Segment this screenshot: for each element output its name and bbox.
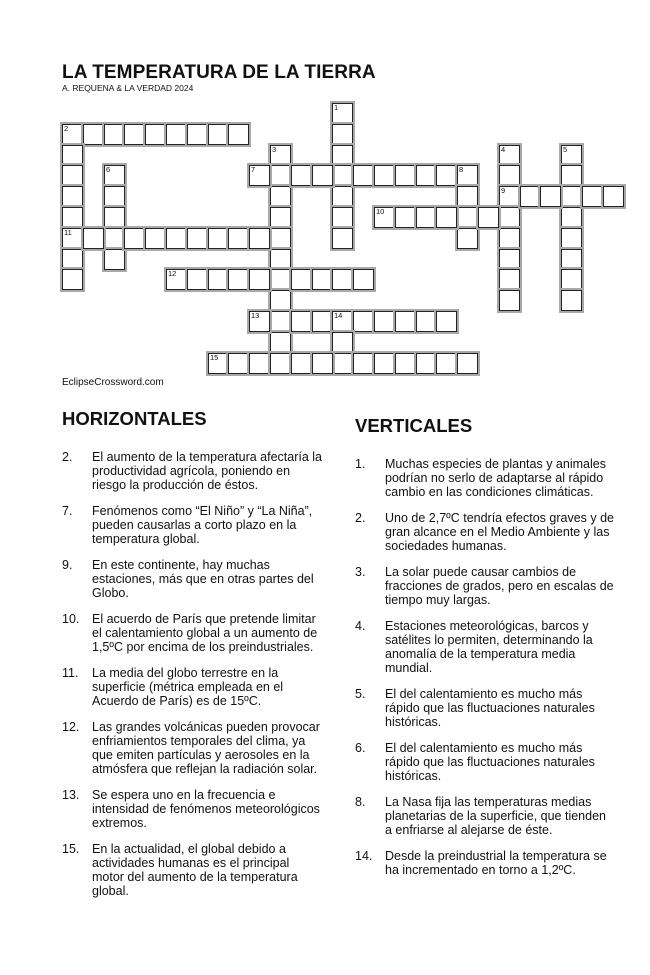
grid-cell[interactable] — [228, 124, 249, 145]
grid-cell[interactable] — [561, 186, 582, 207]
grid-cell[interactable] — [270, 228, 291, 249]
grid-cell[interactable] — [353, 269, 374, 290]
grid-cell[interactable] — [395, 311, 416, 332]
grid-cell[interactable] — [249, 311, 270, 332]
grid-cell[interactable] — [332, 124, 353, 145]
grid-cell[interactable] — [332, 145, 353, 166]
grid-cell[interactable] — [561, 228, 582, 249]
clue-across — [62, 450, 322, 492]
grid-cell[interactable] — [332, 103, 353, 124]
grid-cell[interactable] — [145, 228, 166, 249]
clue-across — [62, 842, 322, 898]
grid-cell[interactable] — [332, 353, 353, 374]
cell-number: 14 — [334, 311, 343, 320]
grid-cell[interactable] — [457, 186, 478, 207]
grid-cell[interactable] — [62, 186, 83, 207]
grid-cell[interactable] — [332, 207, 353, 228]
grid-cell[interactable] — [416, 353, 437, 374]
grid-cell[interactable] — [499, 207, 520, 228]
grid-cell[interactable] — [395, 207, 416, 228]
grid-cell[interactable] — [416, 311, 437, 332]
grid-cell[interactable] — [499, 165, 520, 186]
grid-cell[interactable] — [332, 165, 353, 186]
grid-cell[interactable] — [312, 353, 333, 374]
grid-cell[interactable] — [104, 124, 125, 145]
grid-cell[interactable] — [457, 228, 478, 249]
grid-cell[interactable] — [62, 145, 83, 166]
clue-text: El del calentamiento es mucho más rápido que las fluctuaciones naturales históricas. — [385, 687, 595, 729]
grid-cell[interactable] — [62, 269, 83, 290]
grid-cell[interactable] — [561, 290, 582, 311]
grid-cell[interactable] — [561, 269, 582, 290]
clue-across — [62, 666, 322, 708]
clue-text: Estaciones meteorológicas, barcos y satélites lo permiten, determinando la anomalía de la temperatura media mundial. — [385, 619, 593, 675]
grid-cell[interactable] — [187, 228, 208, 249]
cell-number: 3 — [272, 145, 277, 154]
cell-number: 4 — [501, 145, 506, 154]
cell-number: 11 — [64, 228, 72, 237]
grid-cell[interactable] — [62, 249, 83, 270]
grid-cell[interactable] — [270, 165, 291, 186]
grid-cell[interactable] — [374, 165, 395, 186]
grid-cell[interactable] — [270, 207, 291, 228]
grid-cell[interactable] — [166, 228, 187, 249]
grid-cell[interactable] — [291, 353, 312, 374]
clue-down — [355, 741, 615, 783]
grid-cell[interactable] — [582, 186, 603, 207]
grid-cell[interactable] — [561, 249, 582, 270]
grid-cell[interactable] — [499, 269, 520, 290]
grid-cell[interactable] — [353, 165, 374, 186]
grid-cell[interactable] — [416, 207, 437, 228]
grid-cell[interactable] — [561, 165, 582, 186]
clue-number: 7. — [62, 504, 73, 518]
clue-across — [62, 612, 322, 654]
clue-number: 8. — [355, 795, 366, 809]
cell-number: 5 — [563, 145, 568, 154]
clue-number: 9. — [62, 558, 73, 572]
grid-cell[interactable] — [312, 165, 333, 186]
clue-text: En este continente, hay muchas estaciones, más que en otras partes del Globo. — [92, 558, 314, 600]
grid-cell[interactable] — [83, 124, 104, 145]
grid-cell[interactable] — [457, 207, 478, 228]
grid-cell[interactable] — [270, 249, 291, 270]
across-heading: HORIZONTALES — [62, 408, 207, 429]
clue-number: 15. — [62, 842, 80, 856]
grid-cell[interactable] — [374, 207, 395, 228]
grid-cell[interactable] — [124, 228, 145, 249]
clue-number: 11. — [62, 666, 79, 680]
grid-cell[interactable] — [457, 353, 478, 374]
across-clues — [62, 408, 322, 910]
grid-cell[interactable] — [270, 269, 291, 290]
grid-cell[interactable] — [353, 353, 374, 374]
credit-text: EclipseCrossword.com — [62, 377, 164, 388]
grid-cell[interactable] — [499, 228, 520, 249]
clue-down — [355, 457, 615, 499]
grid-cell[interactable] — [353, 311, 374, 332]
clue-text: Muchas especies de plantas y animales podrían no serlo de adaptarse al rápido cambio en las condiciones climáticas. — [385, 457, 606, 499]
clue-across — [62, 504, 322, 546]
clue-text: La solar puede causar cambios de fracciones de grados, pero en escalas de tiempo muy largas. — [385, 565, 614, 607]
grid-cell[interactable] — [270, 186, 291, 207]
grid-cell[interactable] — [270, 145, 291, 166]
cell-number: 12 — [168, 269, 177, 278]
grid-cell[interactable] — [499, 186, 520, 207]
clue-text: En la actualidad, el global debido a actividades humanas es el principal motor del aumento de la temperatura global. — [92, 842, 298, 898]
cell-number: 6 — [106, 165, 111, 174]
grid-cell[interactable] — [187, 269, 208, 290]
clue-down — [355, 849, 615, 877]
crossword-grid — [0, 0, 650, 380]
grid-cell[interactable] — [499, 290, 520, 311]
grid-cell[interactable] — [83, 228, 104, 249]
clue-text: Fenómenos como “El Niño” y “La Niña”, pueden causarlas a corto plazo en la temperatura global. — [92, 504, 313, 546]
cell-number: 9 — [501, 186, 506, 195]
clue-number: 2. — [355, 511, 366, 525]
grid-cell[interactable] — [104, 249, 125, 270]
clue-text: Se espera uno en la frecuencia e intensidad de fenómenos meteorológicos extremos. — [92, 788, 320, 830]
grid-cell[interactable] — [249, 353, 270, 374]
clue-text: El acuerdo de París que pretende limitar el calentamiento global a un aumento de 1,5ºC por encima de los preindustriales. — [92, 612, 318, 654]
grid-cell[interactable] — [436, 311, 457, 332]
grid-cell[interactable] — [145, 124, 166, 145]
grid-cell[interactable] — [166, 269, 187, 290]
grid-cell[interactable] — [416, 165, 437, 186]
grid-cell[interactable] — [270, 332, 291, 353]
grid-cell[interactable] — [540, 186, 561, 207]
grid-cell[interactable] — [332, 269, 353, 290]
grid-cell[interactable] — [332, 311, 353, 332]
cell-number: 15 — [210, 353, 219, 362]
grid-cell[interactable] — [312, 311, 333, 332]
clue-number: 3. — [355, 565, 366, 579]
grid-cell[interactable] — [208, 353, 229, 374]
grid-cell[interactable] — [104, 165, 125, 186]
clue-number: 5. — [355, 687, 366, 701]
grid-cell[interactable] — [478, 207, 499, 228]
clue-number: 13. — [62, 788, 80, 802]
grid-cell[interactable] — [270, 311, 291, 332]
clue-down — [355, 511, 615, 553]
grid-cell[interactable] — [228, 269, 249, 290]
grid-cell[interactable] — [332, 332, 353, 353]
grid-cell[interactable] — [249, 228, 270, 249]
grid-cell[interactable] — [603, 186, 624, 207]
grid-cell[interactable] — [520, 186, 541, 207]
clue-down — [355, 619, 615, 675]
clue-text: Las grandes volcánicas pueden provocar enfriamientos temporales del clima, ya que emiten partículas y aerosoles en la atmósfera que reflejan la radiación solar. — [92, 720, 320, 776]
cell-number: 1 — [334, 103, 339, 112]
puzzle-subtitle: A. REQUENA & LA VERDAD 2024 — [62, 83, 194, 93]
clue-text: Uno de 2,7ºC tendría efectos graves y de gran alcance en el Medio Ambiente y las sociedades humanas. — [385, 511, 615, 553]
grid-cell[interactable] — [499, 145, 520, 166]
clue-number: 6. — [355, 741, 366, 755]
down-clues — [355, 415, 615, 889]
clue-down — [355, 687, 615, 729]
clue-across — [62, 558, 322, 600]
grid-cell[interactable] — [395, 353, 416, 374]
grid-cell[interactable] — [436, 165, 457, 186]
grid-cell[interactable] — [187, 124, 208, 145]
clue-text: El del calentamiento es mucho más rápido que las fluctuaciones naturales históricas. — [385, 741, 595, 783]
cell-number: 7 — [251, 165, 256, 174]
grid-cell[interactable] — [249, 165, 270, 186]
clue-down — [355, 565, 615, 607]
clue-across — [62, 720, 322, 776]
grid-cell[interactable] — [104, 186, 125, 207]
grid-cell[interactable] — [104, 207, 125, 228]
clue-number: 12. — [62, 720, 80, 734]
grid-cell[interactable] — [62, 165, 83, 186]
grid-cell[interactable] — [332, 186, 353, 207]
grid-cell[interactable] — [228, 228, 249, 249]
puzzle-title: LA TEMPERATURA DE LA TIERRA — [62, 62, 376, 83]
grid-cell[interactable] — [62, 207, 83, 228]
cell-number: 8 — [459, 165, 464, 174]
grid-cell[interactable] — [62, 124, 83, 145]
grid-cell[interactable] — [228, 353, 249, 374]
clue-text: La Nasa fija las temperaturas medias planetarias de la superficie, que tienden a enfriarse al alejarse de éste. — [385, 795, 606, 837]
cell-number: 2 — [64, 124, 69, 133]
grid-cell[interactable] — [291, 165, 312, 186]
grid-cell[interactable] — [124, 124, 145, 145]
grid-cell[interactable] — [436, 353, 457, 374]
grid-cell[interactable] — [312, 269, 333, 290]
grid-cell[interactable] — [291, 269, 312, 290]
grid-cell[interactable] — [457, 165, 478, 186]
grid-cell[interactable] — [332, 228, 353, 249]
clue-text: El aumento de la temperatura afectaría la productividad agrícola, poniendo en riesgo la producción de éstos. — [92, 450, 322, 492]
grid-cell[interactable] — [104, 228, 125, 249]
grid-cell[interactable] — [270, 290, 291, 311]
clue-text: La media del globo terrestre en la superficie (métrica empleada en el Acuerdo de París) es de 15ºC. — [92, 666, 284, 708]
grid-cell[interactable] — [561, 207, 582, 228]
clue-number: 10. — [62, 612, 80, 626]
grid-cell[interactable] — [249, 269, 270, 290]
clue-across — [62, 788, 322, 830]
clue-down — [355, 795, 615, 837]
grid-cell[interactable] — [62, 228, 83, 249]
grid-cell[interactable] — [166, 124, 187, 145]
clue-number: 2. — [62, 450, 73, 464]
grid-cell[interactable] — [499, 249, 520, 270]
grid-cell[interactable] — [208, 269, 229, 290]
grid-cell[interactable] — [374, 311, 395, 332]
grid-cell[interactable] — [374, 353, 395, 374]
clue-text: Desde la preindustrial la temperatura se ha incrementado en torno a 1,2ºC. — [385, 849, 607, 877]
down-heading: VERTICALES — [355, 415, 473, 436]
clue-number: 1. — [355, 457, 366, 471]
grid-cell[interactable] — [395, 165, 416, 186]
grid-cell[interactable] — [436, 207, 457, 228]
grid-cell[interactable] — [561, 145, 582, 166]
clue-number: 14. — [355, 849, 373, 863]
grid-cell[interactable] — [270, 353, 291, 374]
cell-number: 13 — [251, 311, 260, 320]
clue-number: 4. — [355, 619, 366, 633]
grid-cell[interactable] — [291, 311, 312, 332]
cell-number: 10 — [376, 207, 385, 216]
grid-cell[interactable] — [208, 228, 229, 249]
grid-cell[interactable] — [208, 124, 229, 145]
